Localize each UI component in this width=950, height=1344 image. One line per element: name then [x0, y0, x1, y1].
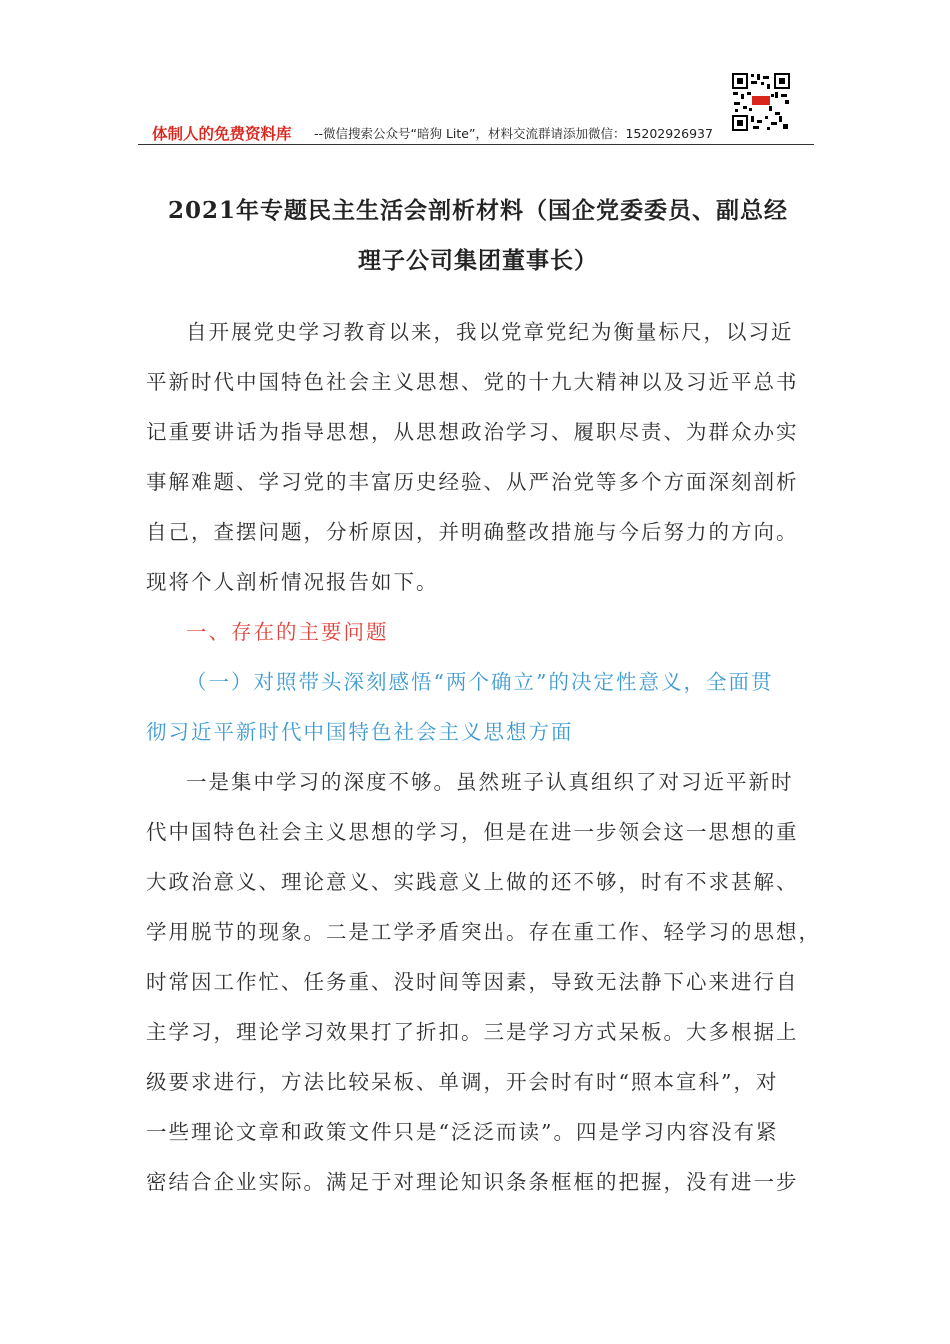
intro-line: 自开展党史学习教育以来，我以党章党纪为衡量标尺，以习近 [186, 320, 794, 344]
header-brand: 体制人的免费资料库 [152, 125, 292, 143]
intro-line: 记重要讲话为指导思想，从思想政治学习、履职尽责、为群众办实 [146, 420, 799, 444]
body-line: 学用脱节的现象。二是工学矛盾突出。存在重工作、轻学习的思想， [146, 920, 821, 944]
title-line-2: 理子公司集团董事长） [358, 247, 598, 274]
intro-line: 事解难题、学习党的丰富历史经验、从严治党等多个方面深刻剖析 [146, 470, 799, 494]
subsection-heading-line: 彻习近平新时代中国特色社会主义思想方面 [146, 720, 574, 744]
body-line: 时常因工作忙、任务重、没时间等因素，导致无法静下心来进行自 [146, 970, 799, 994]
body-line: 一些理论文章和政策文件只是“泛泛而读”。四是学习内容没有紧 [146, 1120, 779, 1144]
body-line: 主学习，理论学习效果打了折扣。三是学习方式呆板。大多根据上 [146, 1020, 799, 1044]
body-line: 密结合企业实际。满足于对理论知识条条框框的把握，没有进一步 [146, 1170, 799, 1194]
document-title [140, 186, 816, 286]
intro-line: 平新时代中国特色社会主义思想、党的十九大精神以及习近平总书 [146, 370, 799, 394]
body-line: 级要求进行，方法比较呆板、单调，开会时有时“照本宣科”，对 [146, 1070, 779, 1094]
body-line: 一是集中学习的深度不够。虽然班子认真组织了对习近平新时 [186, 770, 794, 794]
section-heading: 一、存在的主要问题 [186, 620, 389, 644]
body-line: 代中国特色社会主义思想的学习，但是在进一步领会这一思想的重 [146, 820, 799, 844]
header-note: --微信搜索公众号“暗狗 Lite”，材料交流群请添加微信：15202926937 [314, 126, 713, 141]
title-line-1: 2021年专题民主生活会剖析材料（国企党委委员、副总经 [167, 197, 788, 224]
subsection-heading-line: （一）对照带头深刻感悟“两个确立”的决定性意义，全面贯 [186, 670, 774, 694]
body-line: 大政治意义、理论意义、实践意义上做的还不够，时有不求甚解、 [146, 870, 799, 894]
qr-code-icon [731, 72, 791, 132]
intro-line: 现将个人剖析情况报告如下。 [146, 570, 439, 594]
intro-line: 自己，查摆问题，分析原因，并明确整改措施与今后努力的方向。 [146, 520, 799, 544]
page-header [138, 120, 814, 145]
